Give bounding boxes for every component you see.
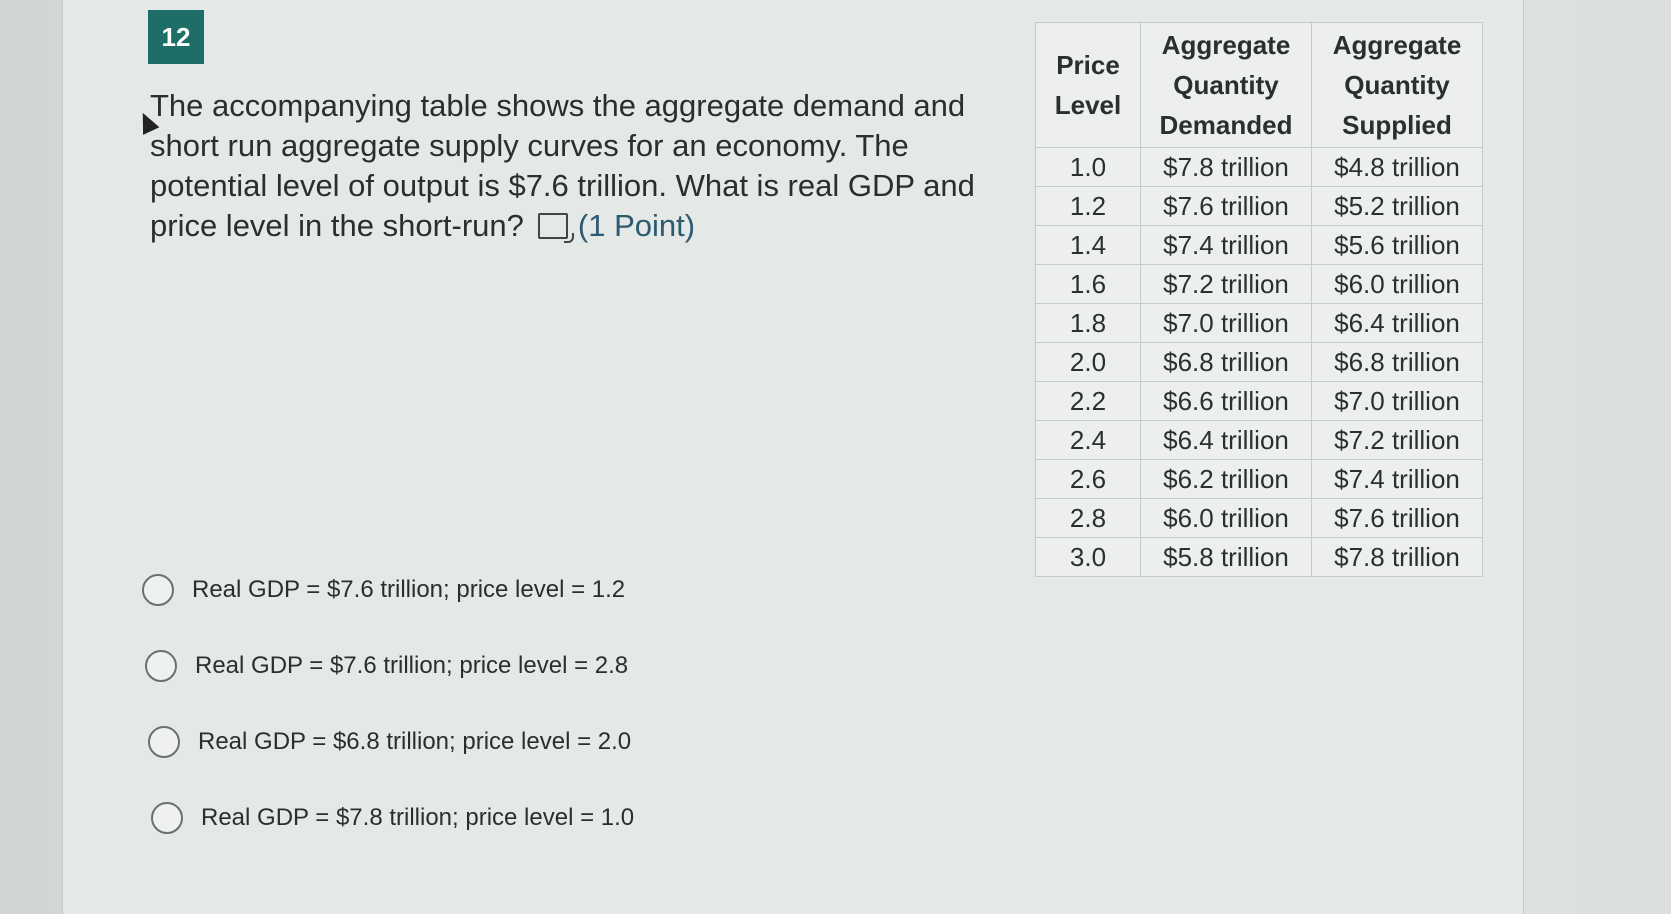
price-level-cell: 2.6 <box>1036 460 1141 499</box>
supplied-cell: $5.2 trillion <box>1312 187 1483 226</box>
supplied-cell: $5.6 trillion <box>1312 226 1483 265</box>
price-level-cell: 1.2 <box>1036 187 1141 226</box>
demanded-cell: $7.8 trillion <box>1141 148 1312 187</box>
supplied-cell: $7.6 trillion <box>1312 499 1483 538</box>
demanded-cell: $6.6 trillion <box>1141 382 1312 421</box>
demanded-cell: $7.2 trillion <box>1141 265 1312 304</box>
table-row <box>1036 460 1483 499</box>
question-text-block <box>150 86 1000 246</box>
answer-option[interactable] <box>151 802 634 834</box>
supplied-cell: $6.4 trillion <box>1312 304 1483 343</box>
table-row <box>1036 382 1483 421</box>
answer-option-label: Real GDP = $7.6 trillion; price level = 1.2 <box>192 576 626 603</box>
demanded-cell: $7.6 trillion <box>1141 187 1312 226</box>
price-level-cell: 2.2 <box>1036 382 1141 421</box>
radio-button[interactable] <box>148 726 180 758</box>
supplied-cell: $6.0 trillion <box>1312 265 1483 304</box>
supplied-cell: $7.8 trillion <box>1312 538 1483 577</box>
radio-button[interactable] <box>145 650 177 682</box>
table-row <box>1036 343 1483 382</box>
table-row <box>1036 421 1483 460</box>
table-row <box>1036 499 1483 538</box>
price-level-cell: 1.4 <box>1036 226 1141 265</box>
table-row <box>1036 187 1483 226</box>
price-level-cell: 1.0 <box>1036 148 1141 187</box>
price-level-cell: 1.6 <box>1036 265 1141 304</box>
demanded-cell: $7.4 trillion <box>1141 226 1312 265</box>
price-level-cell: 2.4 <box>1036 421 1141 460</box>
header-aggregate-supplied: Aggregate Quantity Supplied <box>1312 23 1483 148</box>
supplied-cell: $4.8 trillion <box>1312 148 1483 187</box>
answer-option[interactable] <box>142 574 625 606</box>
table-header-row <box>1036 23 1483 148</box>
answer-option[interactable] <box>148 726 631 758</box>
demanded-cell: $6.0 trillion <box>1141 499 1312 538</box>
answer-option-label: Real GDP = $7.8 trillion; price level = 1.0 <box>201 804 635 831</box>
supplied-cell: $6.8 trillion <box>1312 343 1483 382</box>
demanded-cell: $5.8 trillion <box>1141 538 1312 577</box>
price-level-cell: 2.0 <box>1036 343 1141 382</box>
demanded-cell: $6.8 trillion <box>1141 343 1312 382</box>
ad-as-table-container <box>1035 22 1483 577</box>
answer-option[interactable] <box>145 650 628 682</box>
answer-option-label: Real GDP = $7.6 trillion; price level = 2.8 <box>195 652 629 679</box>
header-price-level: Price Level <box>1036 23 1141 148</box>
table-row <box>1036 265 1483 304</box>
header-aggregate-demanded: Aggregate Quantity Demanded <box>1141 23 1312 148</box>
table-row <box>1036 148 1483 187</box>
radio-button[interactable] <box>142 574 174 606</box>
answer-option-label: Real GDP = $6.8 trillion; price level = 2.0 <box>198 728 632 755</box>
radio-button[interactable] <box>151 802 183 834</box>
question-number-badge: 12 <box>148 10 204 64</box>
supplied-cell: $7.2 trillion <box>1312 421 1483 460</box>
price-level-cell: 3.0 <box>1036 538 1141 577</box>
table-row <box>1036 304 1483 343</box>
supplied-cell: $7.0 trillion <box>1312 382 1483 421</box>
demanded-cell: $6.2 trillion <box>1141 460 1312 499</box>
ad-as-table <box>1035 22 1483 577</box>
table-row <box>1036 226 1483 265</box>
price-level-cell: 2.8 <box>1036 499 1141 538</box>
demanded-cell: $7.0 trillion <box>1141 304 1312 343</box>
demanded-cell: $6.4 trillion <box>1141 421 1312 460</box>
supplied-cell: $7.4 trillion <box>1312 460 1483 499</box>
immersive-reader-icon[interactable] <box>538 213 568 239</box>
question-points: (1 Point) <box>577 208 696 243</box>
table-row <box>1036 538 1483 577</box>
question-text: The accompanying table shows the aggregate demand and short run aggregate supply curves for an economy. The potential level of output is $7.6 trillion. What is real GDP and price level in the short-run? <box>150 88 975 243</box>
price-level-cell: 1.8 <box>1036 304 1141 343</box>
